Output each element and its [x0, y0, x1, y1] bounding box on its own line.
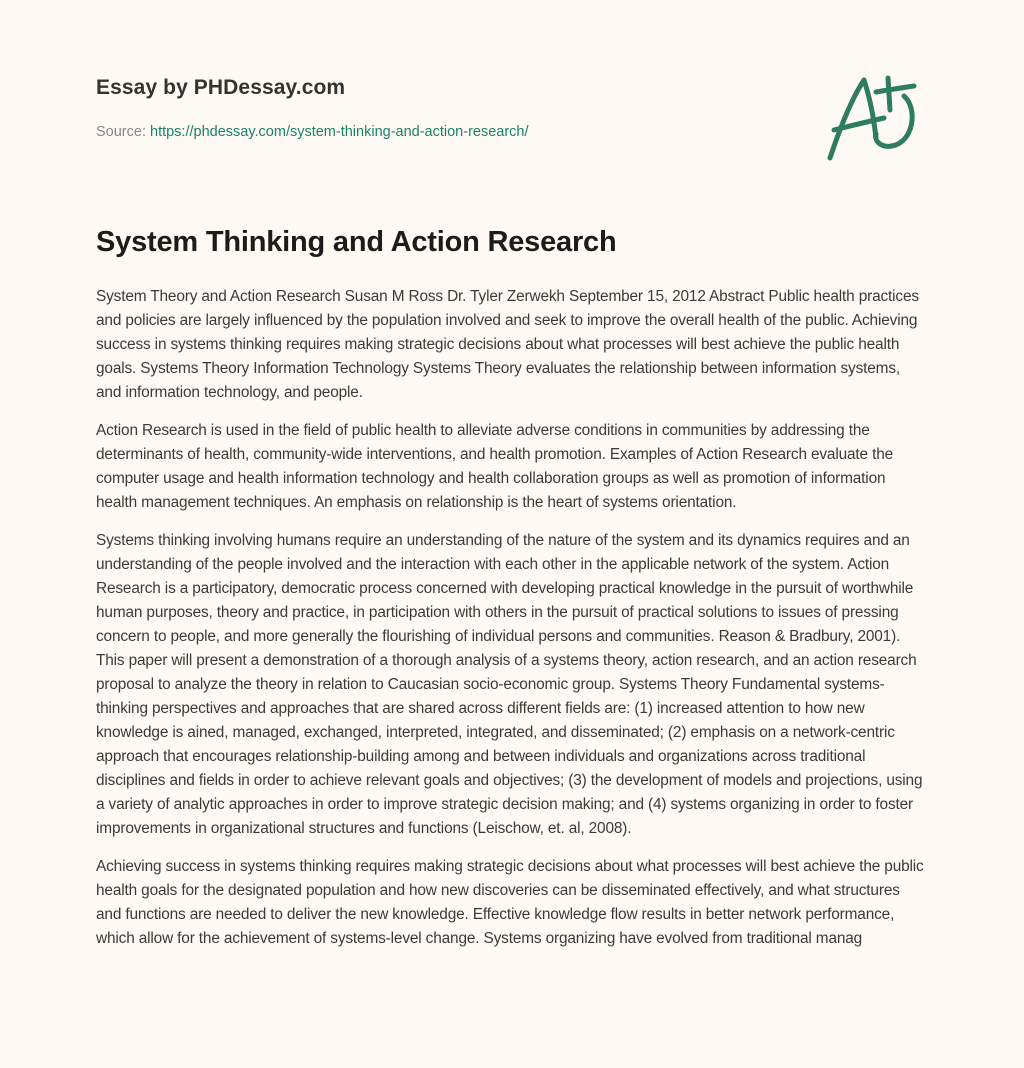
source-label: Source:: [96, 124, 150, 140]
paragraph: Action Research is used in the field of public health to alleviate adverse conditions in communities by addressing the determinants of health, community-wide interventions, and health promotion. Examples of Action Research evaluate the computer usage and health information technology and health collaboration groups as well as promotion of information health management techniques. An emphasis on relationship is the heart of systems orientation.: [96, 422, 894, 511]
article-body: [96, 285, 928, 965]
source-line: [96, 124, 529, 140]
brand-title: Essay by PHDessay.com: [96, 76, 346, 99]
a-plus-grade-icon: [822, 68, 932, 164]
article-title: System Thinking and Action Research: [96, 226, 617, 258]
paragraph: System Theory and Action Research Susan M Ross Dr. Tyler Zerwekh September 15, 2012 Abstract Public health practices and policies are largely influenced by the population involved and seek to improve the overall health of the public. Achieving success in systems thinking requires making strategic decisions about what processes will best achieve the public health goals. Systems Theory Information Technology Systems Theory evaluates the relationship between information systems, and information technology, and people.: [96, 288, 919, 401]
source-link[interactable]: https://phdessay.com/system-thinking-and-action-research/: [150, 124, 529, 140]
paragraph: Achieving success in systems thinking requires making strategic decisions about what processes will best achieve the public health goals for the designated population and how new discoveries can be disseminated effectively, and what structures and functions are needed to deliver the new knowledge. Effective knowledge flow results in better network performance, which allow for the achievement of systems-level change. Systems organizing have evolved from traditional manag: [96, 858, 924, 947]
paragraph: Systems thinking involving humans require an understanding of the nature of the system and its dynamics requires and an understanding of the people involved and the interaction with each other in the applicable network of the system. Action Research is a participatory, democratic process concerned with developing practical knowledge in the pursuit of worthwhile human purposes, theory and practice, in participation with others in the pursuit of practical solutions to issues of pressing concern to people, and more generally the flourishing of individual persons and communities. Reason & Bradbury, 2001). This paper will present a demonstration of a thorough analysis of a systems theory, action research, and an action research proposal to analyze the theory in relation to Caucasian socio-economic group. Systems Theory Fundamental systems-thinking perspectives and approaches that are shared across different fields are: (1) increased attention to how new knowledge is ained, managed, exchanged, interpreted, integrated, and disseminated; (2) emphasis on a network-centric approach that encourages relationship-building among and between individuals and organizations across traditional disciplines and fields in order to achieve relevant goals and objectives; (3) the development of models and projections, using a variety of analytic approaches in order to improve strategic decision making; and (4) systems organizing in order to foster improvements in organizational structures and functions (Leischow, et. al, 2008).: [96, 532, 923, 837]
